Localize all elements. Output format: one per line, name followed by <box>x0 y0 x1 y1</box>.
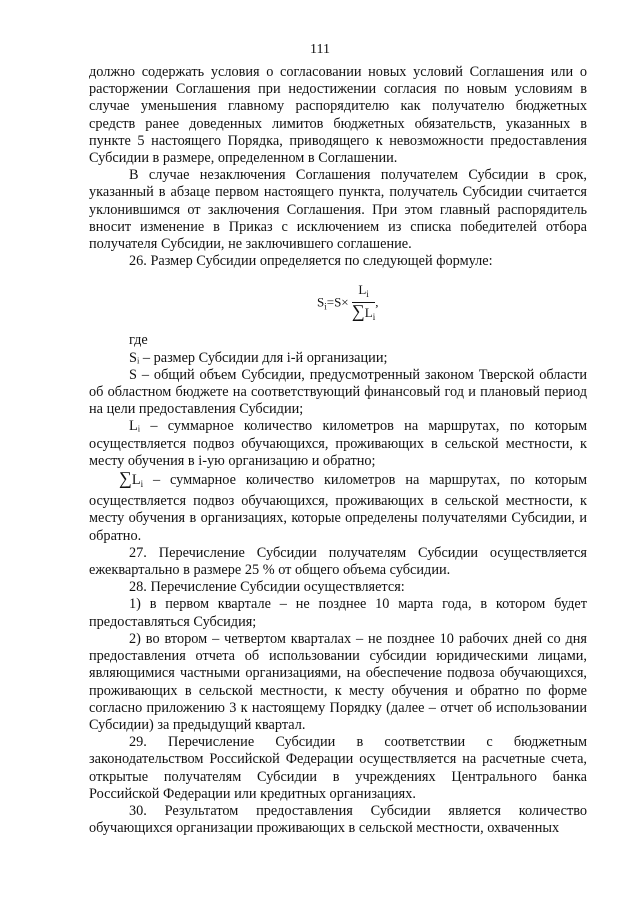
sum-symbol: $\sum L_i$ <box>119 468 144 490</box>
paragraph: должно содержать условия о согласовании новых условий Соглашения или о расторжении Соглашения при недостижении согласия по новым условиям в случае уменьшения главному распорядителю как получателю бюджетных средств ранее доведенных лимитов бюджетных обязательств, указанных в пункте 5 настоящего Порядка, приводящего к невозможности предоставления Субсидии в размере, определенном в Соглашении. <box>89 64 587 167</box>
paragraph: 26. Размер Субсидии определяется по следующей формуле: <box>129 253 493 270</box>
page-number: 111 <box>310 42 330 57</box>
formula-eq: =S× <box>326 294 349 310</box>
paragraph: 29. Перечисление Субсидии в соответствии с бюджетным законодательством Российской Федерации осуществляется на расчетные счета, открытые получателям Субсидии в учреждениях Центрального банка Российской Федерации или кредитных организациях. <box>89 734 587 802</box>
formula-fraction <box>352 282 375 325</box>
paragraph: В случае незаключения Соглашения получателем Субсидии в срок, указанный в абзаце первом настоящего пункта, получатель Субсидии считается уклонившимся от заключения Соглашения. При этом главный распорядитель вносит изменение в Приказ с исключением из списка победителей отбора получателя Субсидии, не заключившего соглашение. <box>89 167 587 253</box>
sum-definition-text: – суммарное количество километров на маршрутах, по которым осуществляется подвоз обучающихся, проживающих в сельской местности, к месту обучения в организациях, которые определены получателями Субсидии, и обратно. <box>89 472 587 544</box>
paragraph: 2) во втором – четвертом кварталах – не позднее 10 рабочих дней со дня предоставления отчета об использовании субсидии юридическими лицами, являющимися частными организациями, на обеспечение подвоза обучающихся, проживающих в сельской местности, к месту обучения и обратно по форме согласно приложению 3 к настоящему Порядку (далее – отчет об использовании Субсидии) за предыдущий квартал. <box>89 630 587 733</box>
paragraph: Lᵢ – суммарное количество километров на маршрутах, по которым осуществляется подвоз обучающихся, проживающих в сельской местности, к месту обучения в i-ую организацию и обратно; <box>89 418 587 469</box>
subsidy-formula <box>89 270 587 332</box>
paragraph: S – общий объем Субсидии, предусмотренный законом Тверской области об областном бюджете на соответствующий финансовый год и плановый период на цели предоставления Субсидии; <box>89 366 587 418</box>
formula-numerator-sub: i <box>366 289 369 300</box>
paragraph-sum-definition <box>89 470 587 545</box>
paragraph: 30. Результатом предоставления Субсидии является количество обучающихся организации проживающих в сельской местности, охваченных <box>89 802 587 837</box>
formula-denominator-sub: i <box>372 312 376 323</box>
paragraph: где <box>129 332 148 349</box>
paragraph: 1) в первом квартале – не позднее 10 марта года, в котором будет предоставляться Субсидия; <box>89 596 587 630</box>
formula-tail: , <box>375 294 379 310</box>
paragraph: 27. Перечисление Субсидии получателям Субсидии осуществляется ежеквартально в размере 25 % от общего объема субсидии. <box>89 544 587 579</box>
formula-denominator: L <box>364 305 373 321</box>
formula-numerator: L <box>358 282 367 298</box>
formula-lhs-sub: i <box>324 301 327 312</box>
document-body <box>89 64 587 837</box>
formula-lhs: S <box>317 294 325 310</box>
paragraph: 28. Перечисление Субсидии осуществляется: <box>129 579 405 596</box>
paragraph: Sᵢ – размер Субсидии для i-й организации; <box>129 349 388 366</box>
formula-sum-symbol: ∑ <box>351 301 365 322</box>
